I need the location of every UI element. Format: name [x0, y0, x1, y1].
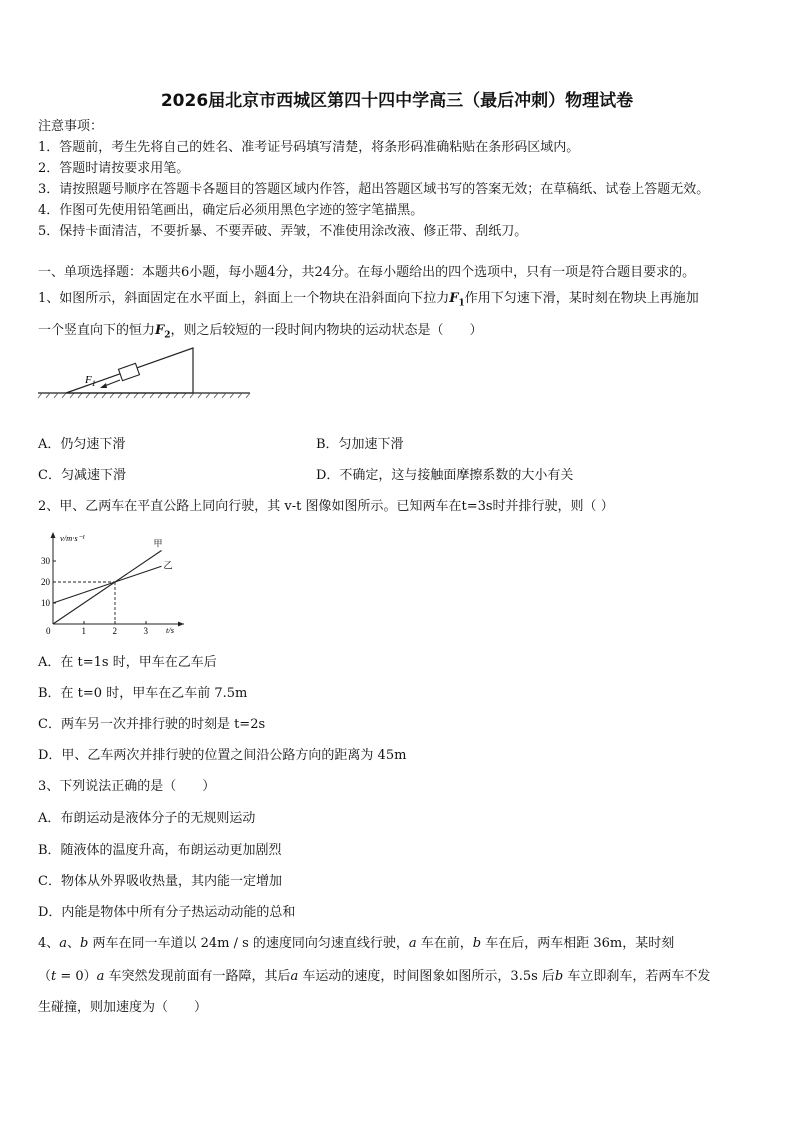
q1-option-a: A．仍匀速下滑	[38, 437, 126, 452]
section-heading: 一、单项选择题：本题共6小题，每小题4分，共24分。在每小题给出的四个选项中，只有一项是符合题目要求的。	[38, 265, 696, 280]
notice-heading: 注意事项：	[38, 119, 104, 134]
page-title: 2026届北京市西城区第四十四中学高三（最后冲刺）物理试卷	[160, 91, 634, 111]
q4-stem-line3: 生碰撞，则加速度为（ ）	[38, 1000, 208, 1015]
q2-stem: 2、甲、乙两车在平直公路上同向行驶，其 v-t 图像如图所示。已知两车在t=3s时并排行驶，则（ ）	[38, 499, 614, 514]
y-axis-label: v/m·s⁻¹	[60, 533, 85, 543]
q3-option-b: B．随液体的温度升高，布朗运动更加剧烈	[38, 843, 282, 858]
q3-option-d: D．内能是物体中所有分子热运动动能的总和	[38, 905, 296, 920]
series-label-2: 乙	[163, 560, 173, 571]
vt-chart	[38, 528, 188, 638]
incline-figure	[38, 346, 258, 428]
x-tick-label: 3	[143, 626, 148, 636]
series-line-1	[53, 551, 162, 625]
q4-stem-line2: （𝑡 = 0）𝑎 车突然发现前面有一路障，其后𝑎 车运动的速度，时间图象如图所示，3.5s 后𝑏 车立即刹车，若两车不发	[38, 969, 711, 984]
q1-stem-line2: 一个竖直向下的恒力$F_2$，则之后较短的一段时间内物块的运动状态是（ ）	[38, 323, 483, 341]
x-axis-label: t/s	[166, 625, 175, 635]
f1-label: $F_1$	[85, 374, 96, 388]
x-tick-label: 0	[46, 626, 51, 636]
q2-option-b: B．在 t=0 时，甲车在乙车前 7.5m	[38, 686, 248, 701]
series-line-2	[53, 566, 162, 603]
q3-stem: 3、下列说法正确的是（ ）	[38, 779, 216, 794]
series-label-1: 甲	[153, 538, 163, 549]
q1-option-c: C．匀减速下滑	[38, 468, 126, 483]
x-tick-label: 1	[81, 626, 86, 636]
q3-option-a: A．布朗运动是液体分子的无规则运动	[38, 811, 256, 826]
q2-option-c: C．两车另一次并排行驶的时刻是 t=2s	[38, 717, 266, 732]
q2-option-d: D．甲、乙车两次并排行驶的位置之间沿公路方向的距离为 45m	[38, 748, 407, 763]
q1-option-d: D．不确定，这与接触面摩擦系数的大小有关	[316, 468, 574, 483]
x-tick-label: 2	[112, 626, 117, 636]
y-tick-label: 10	[41, 598, 50, 608]
q2-option-a: A．在 t=1s 时，甲车在乙车后	[38, 655, 217, 670]
notice-item-4: 4．作图可先使用铅笔画出，确定后必须用黑色字迹的签字笔描黑。	[38, 203, 424, 218]
y-tick-label: 20	[41, 577, 50, 587]
q4-stem-line1: 4、𝑎、𝑏 两车在同一车道以 24m / s 的速度同向匀速直线行驶，𝑎 车在前，𝑏 车在后，两车相距 36m，某时刻	[38, 936, 675, 951]
notice-item-1: 1．答题前，考生先将自己的姓名、准考证号码填写清楚，将条形码准确粘贴在条形码区域内。	[38, 140, 580, 155]
notice-item-3: 3．请按照题号顺序在答题卡各题目的答题区域内作答，超出答题区域书写的答案无效；在草稿纸、试卷上答题无效。	[38, 182, 710, 197]
y-tick-label: 30	[41, 556, 50, 566]
notice-item-5: 5．保持卡面清洁，不要折暴、不要弄破、弄皱，不准使用涂改液、修正带、刮纸刀。	[38, 224, 528, 239]
f1-symbol: F	[449, 291, 459, 306]
q3-option-c: C．物体从外界吸收热量，其内能一定增加	[38, 874, 282, 889]
q1-stem-line1: 1、如图所示，斜面固定在水平面上，斜面上一个物块在沿斜面向下拉力$F_1$作用下匀速下滑，某时刻在物块上再施加	[38, 291, 699, 309]
f2-symbol: F	[155, 323, 165, 338]
notice-item-2: 2．答题时请按要求用笔。	[38, 161, 190, 176]
q1-option-b: B．匀加速下滑	[316, 437, 404, 452]
